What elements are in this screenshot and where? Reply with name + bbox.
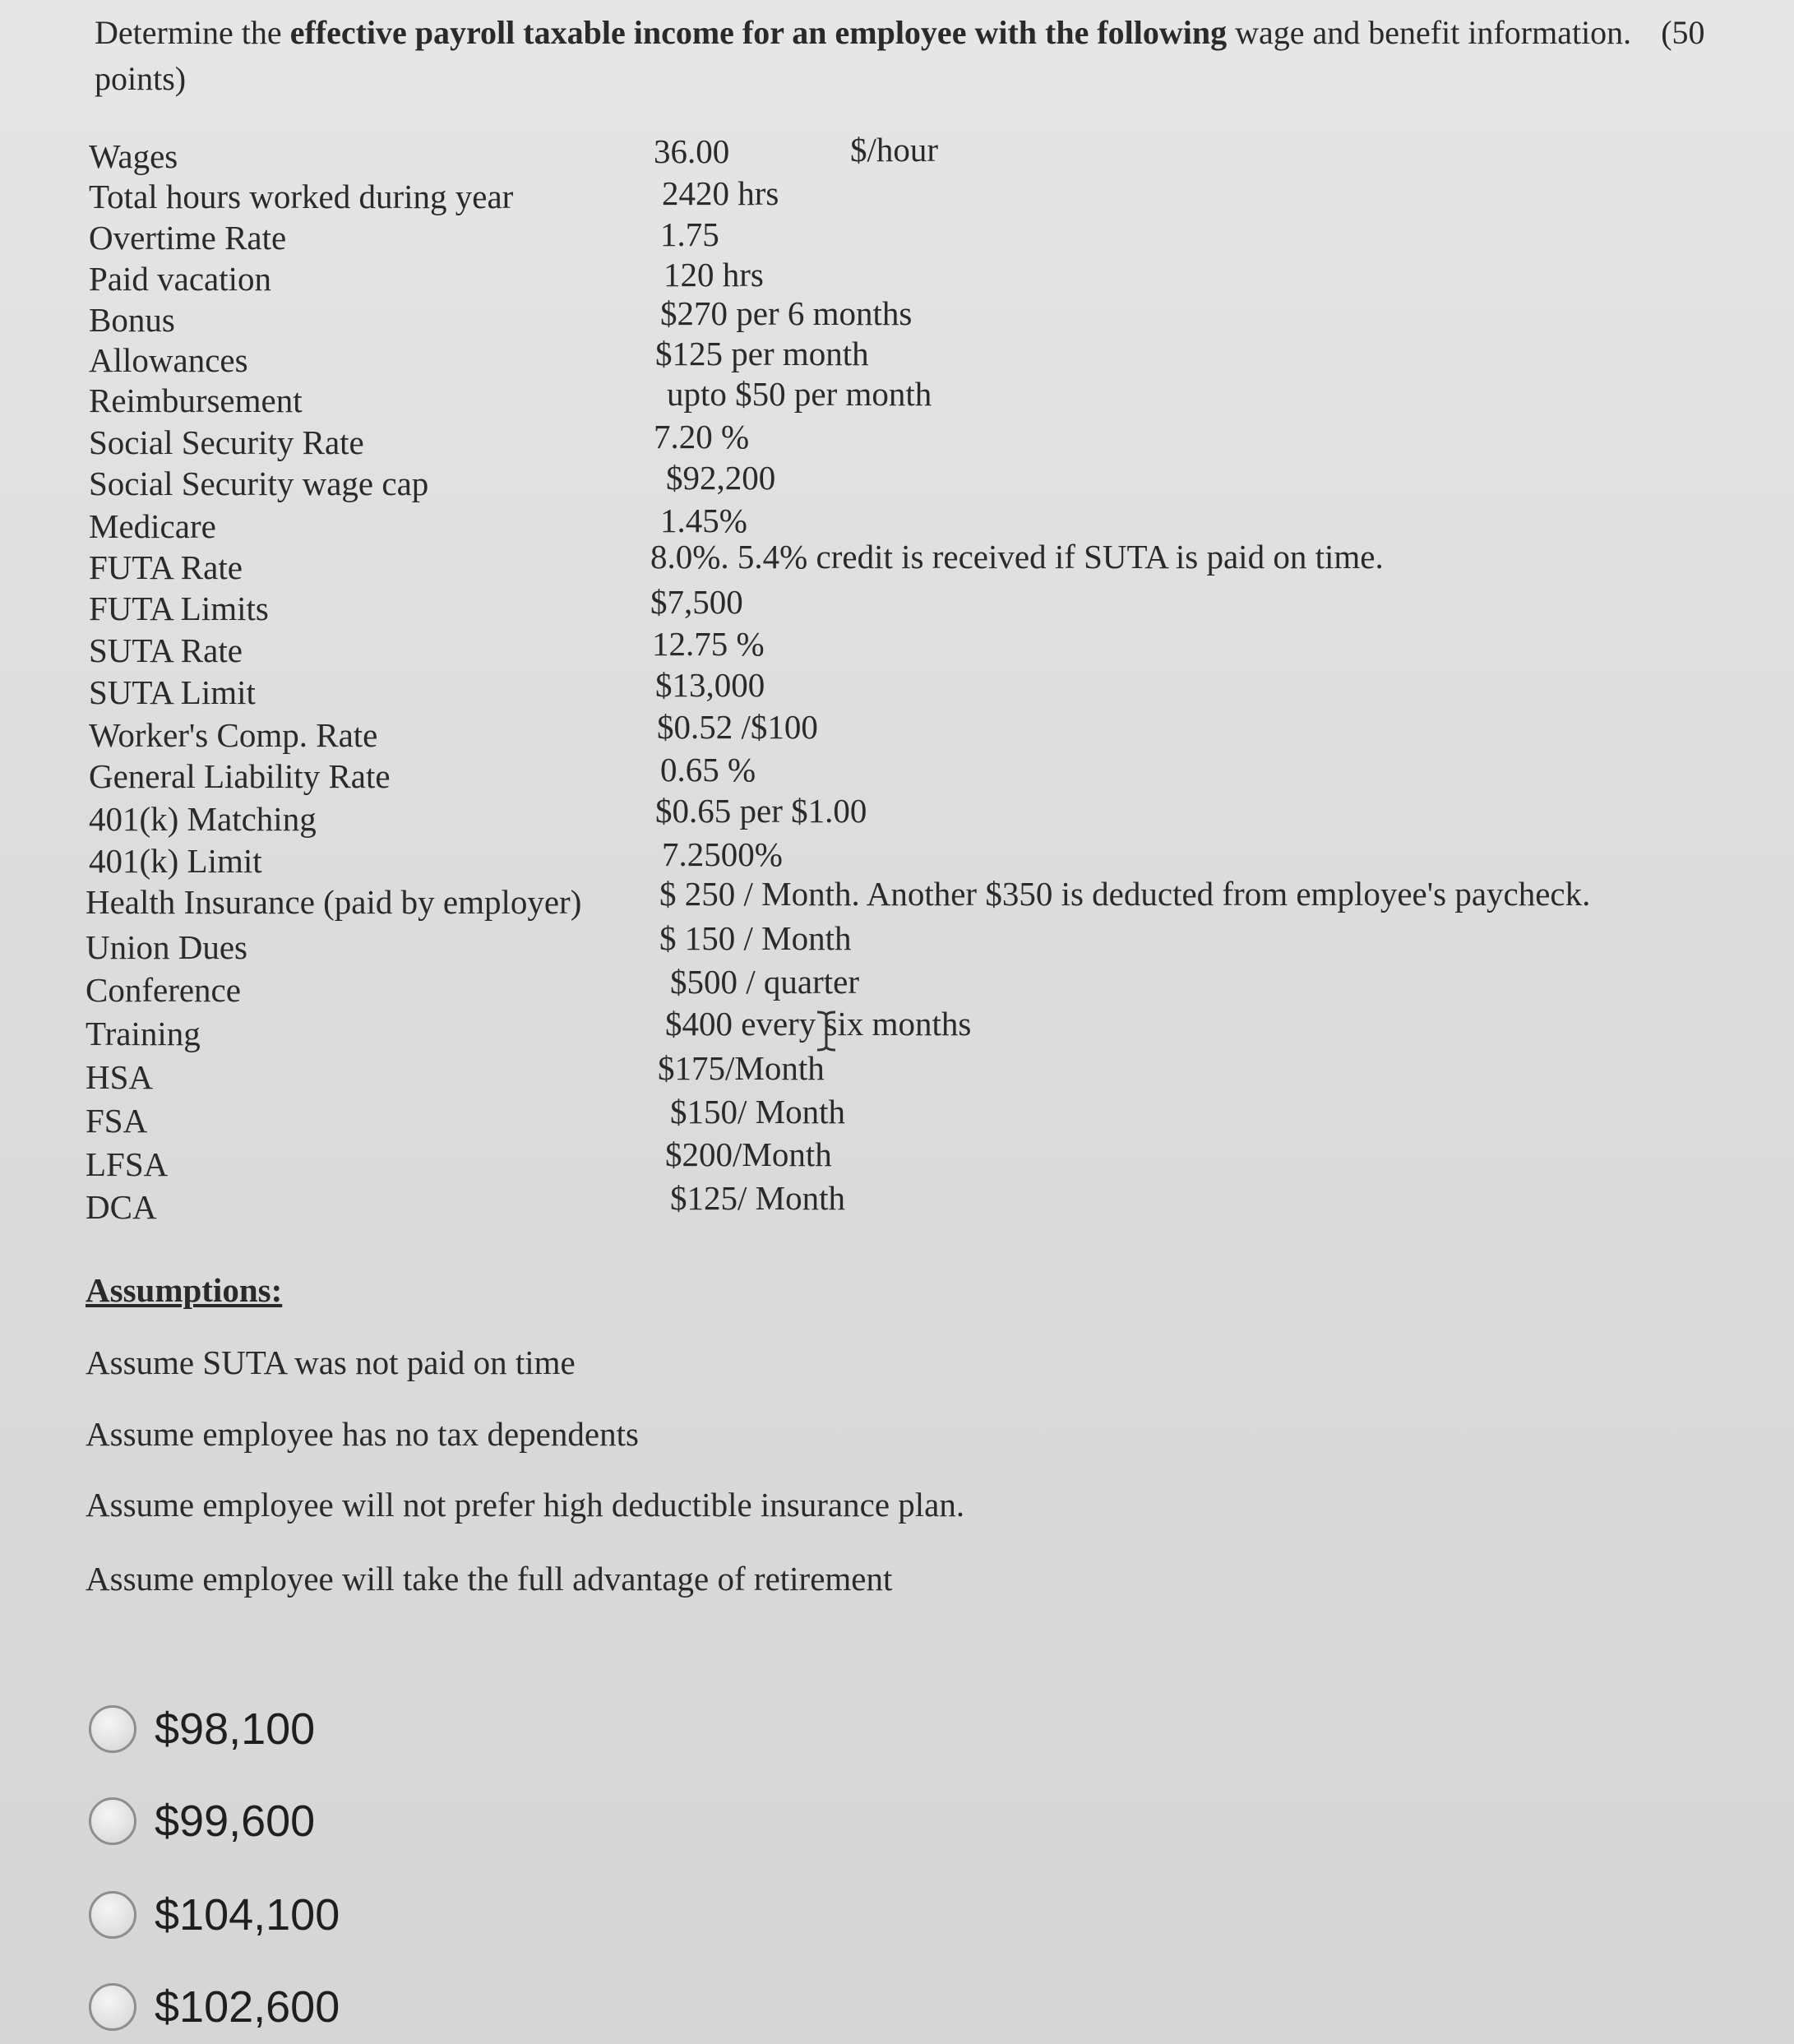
row-value: $175/Month [658, 1049, 825, 1087]
row-label: Paid vacation [89, 260, 272, 298]
row-label-wages: Wages [89, 137, 178, 175]
row-label: DCA [86, 1188, 157, 1226]
assumptions-heading: Assumptions: [86, 1271, 283, 1309]
answer-option-1[interactable] [89, 1704, 315, 1755]
row-label: General Liability Rate [89, 757, 391, 795]
row-value-wages: 36.00 [654, 132, 730, 170]
row-value: 1.45% [660, 502, 747, 539]
row-label: FUTA Limits [89, 590, 269, 627]
radio-button-icon[interactable] [89, 1891, 136, 1939]
answer-option-3[interactable] [89, 1889, 340, 1940]
row-label: FUTA Rate [89, 548, 243, 586]
row-value: 12.75 % [652, 625, 765, 663]
row-label: Social Security Rate [89, 423, 364, 461]
row-label: Union Dues [86, 928, 248, 966]
row-label: Medicare [89, 507, 216, 545]
text-cursor-icon [814, 1010, 839, 1052]
row-value: $92,200 [666, 459, 776, 497]
row-label: Total hours worked during year [89, 178, 514, 215]
row-value: $125/ Month [670, 1179, 845, 1217]
row-value: $ 250 / Month. Another $350 is deducted from employee's paycheck. [659, 875, 1591, 913]
question-points: (50 points) [95, 14, 1705, 97]
row-label: 401(k) Limit [89, 842, 262, 880]
row-value: $ 150 / Month [659, 919, 852, 957]
row-label: Training [86, 1015, 201, 1052]
radio-button-icon[interactable] [89, 1797, 136, 1845]
row-label: 401(k) Matching [89, 800, 317, 838]
question-bold: effective payroll taxable income for an employee with the following [289, 14, 1228, 51]
assumption-item: Assume SUTA was not paid on time [86, 1343, 576, 1381]
row-value: 7.20 % [654, 418, 750, 456]
row-label: SUTA Limit [89, 673, 256, 711]
row-label: Bonus [89, 301, 175, 339]
row-value: $0.65 per $1.00 [655, 792, 867, 830]
answer-option-label[interactable]: $102,600 [155, 1982, 340, 2032]
row-label: LFSA [86, 1145, 169, 1183]
row-label: Overtime Rate [89, 219, 287, 257]
assumption-item: Assume employee will not prefer high deductible insurance plan. [86, 1486, 965, 1524]
row-value: 2420 hrs [662, 174, 779, 212]
row-value: 1.75 [660, 215, 719, 253]
row-value: $200/Month [665, 1135, 832, 1173]
answer-option-label[interactable]: $98,100 [155, 1704, 316, 1754]
row-value: $13,000 [655, 666, 765, 704]
answer-option-label[interactable]: $104,100 [155, 1890, 340, 1940]
row-label: SUTA Rate [89, 631, 243, 669]
row-value: $270 per 6 months [660, 294, 913, 332]
row-value: $7,500 [650, 583, 743, 621]
row-value: $150/ Month [670, 1093, 845, 1131]
assumption-item: Assume employee will take the full advantage of retirement [86, 1560, 893, 1598]
row-value: $400 every six months [665, 1005, 972, 1043]
answer-option-label[interactable]: $99,600 [155, 1797, 316, 1846]
radio-button-icon[interactable] [89, 1983, 136, 2031]
question-text [95, 10, 1706, 102]
row-label: Allowances [89, 341, 248, 379]
radio-button-icon[interactable] [89, 1705, 136, 1753]
row-value: $125 per month [655, 335, 869, 372]
row-value: $0.52 /$100 [657, 708, 818, 746]
question-suffix: wage and benefit information. [1235, 14, 1632, 51]
row-value: upto $50 per month [667, 375, 932, 413]
row-value: 120 hrs [664, 256, 764, 294]
row-label: Social Security wage cap [89, 465, 429, 502]
row-label: FSA [86, 1102, 148, 1140]
row-unit-wages: $/hour [850, 131, 939, 169]
answer-option-4[interactable] [89, 1982, 340, 2032]
answer-option-2[interactable] [89, 1796, 315, 1847]
row-value: 8.0%. 5.4% credit is received if SUTA is paid on time. [650, 538, 1384, 576]
assumption-item: Assume employee has no tax dependents [86, 1415, 639, 1453]
row-value: 7.2500% [662, 835, 783, 873]
question-prefix: Determine the [95, 14, 282, 51]
row-label: Conference [86, 971, 241, 1009]
row-value: 0.65 % [660, 751, 756, 788]
row-label: Reimbursement [89, 382, 303, 419]
row-value: $500 / quarter [670, 963, 859, 1001]
row-label: HSA [86, 1058, 154, 1096]
row-label: Health Insurance (paid by employer) [86, 883, 582, 921]
row-label: Worker's Comp. Rate [89, 716, 378, 754]
